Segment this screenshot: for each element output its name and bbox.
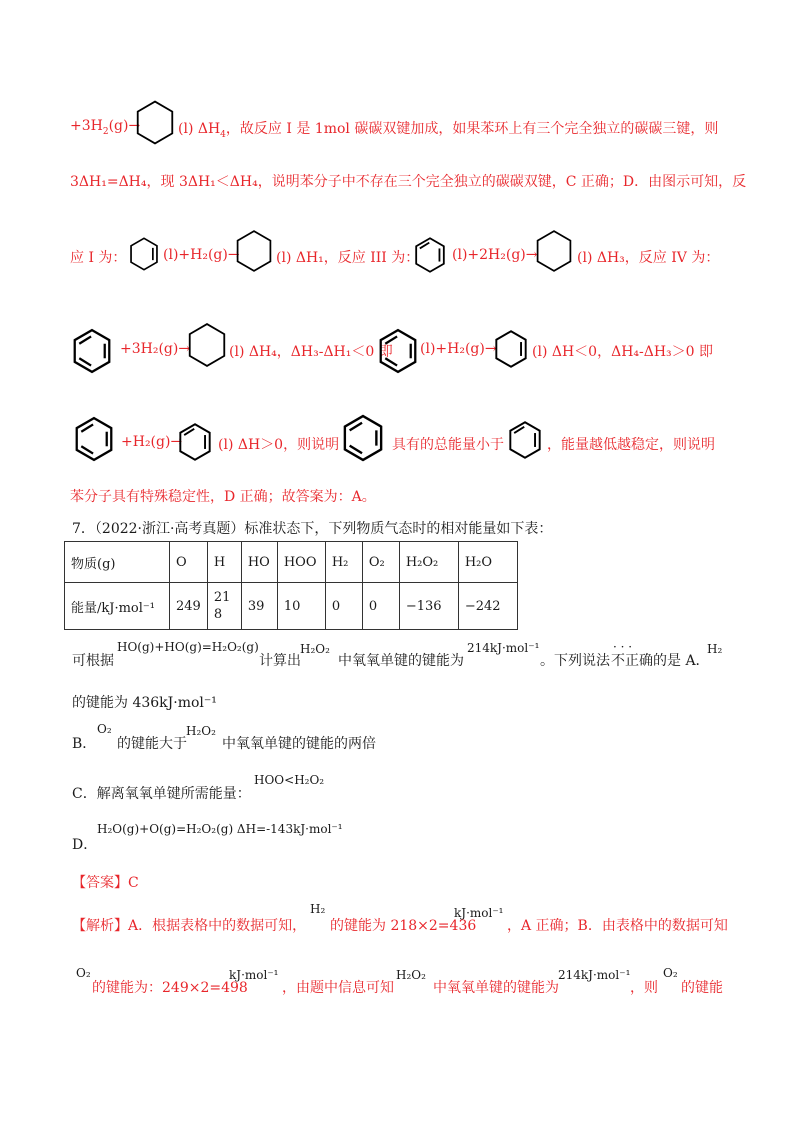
text: (g)→ bbox=[108, 118, 141, 134]
text: 的键能大于 bbox=[117, 736, 187, 752]
formula: O₂ bbox=[97, 722, 112, 736]
text: +H₂(g)→ bbox=[121, 434, 183, 450]
text: kJ·mol⁻¹ bbox=[229, 968, 279, 982]
text: 的是 A． bbox=[653, 653, 710, 669]
text: ，能量越低越稳定，则说明 bbox=[547, 437, 715, 453]
text: (l) ΔH₄，ΔH₃-ΔH₁＜0 即 bbox=[229, 344, 393, 360]
answer-label: 【答案】C bbox=[72, 875, 139, 891]
text: 。下列说法 bbox=[540, 653, 610, 669]
text: (l) ΔH bbox=[178, 121, 221, 137]
text: 具有的总能量小于 bbox=[392, 437, 504, 453]
cyclohexadiene-icon bbox=[414, 236, 446, 274]
table-header: 物质(g) bbox=[65, 542, 170, 583]
text: (l)+H₂(g)→ bbox=[420, 341, 497, 357]
table-header: H₂O₂ bbox=[399, 542, 458, 583]
text: ，A 正确；B．由表格中的数据可知 bbox=[507, 918, 728, 934]
text: 4 bbox=[220, 130, 226, 140]
text: 中氧氧单键的键能的两倍 bbox=[222, 736, 376, 752]
table-row bbox=[65, 583, 518, 630]
formula: O₂ bbox=[663, 966, 678, 980]
table-header: HOO bbox=[277, 542, 325, 583]
text: 中氧氧单键的键能为 bbox=[338, 653, 464, 669]
table-header: H bbox=[207, 542, 241, 583]
text: +3H bbox=[70, 118, 103, 134]
option-a-cont: 的键能为 436kJ·mol⁻¹ bbox=[72, 695, 217, 711]
table-cell: −242 bbox=[458, 583, 517, 630]
question-stem: 7．（2022·浙江·高考真题）标准状态下，下列物质气态时的相对能量如下表： bbox=[72, 521, 553, 537]
formula: H₂ bbox=[707, 642, 723, 656]
benzene-icon bbox=[378, 328, 418, 374]
text: 计算出 bbox=[259, 653, 301, 669]
text: (l) ΔH₃，反应 IV 为： bbox=[577, 250, 720, 266]
table-cell: 10 bbox=[277, 583, 325, 630]
text: D． bbox=[72, 837, 98, 853]
text: ，故反应 I 是 1mol 碳碳双键加成，如果苯环上有三个完全独立的碳碳三键，则 bbox=[225, 121, 719, 137]
emphasis-text: · · · 不正确 bbox=[611, 650, 800, 670]
cyclohexene-icon bbox=[129, 236, 159, 272]
table-row-label: 能量/kJ·mol⁻¹ bbox=[65, 583, 170, 630]
explanation-line-1b bbox=[178, 118, 718, 138]
cyclohexane-icon bbox=[187, 321, 227, 369]
energy-table bbox=[64, 541, 518, 630]
table-header: H₂ bbox=[325, 542, 362, 583]
text: (l)+H₂(g)→ bbox=[163, 247, 240, 263]
equation: HO(g)+HO(g)=H₂O₂(g) bbox=[117, 640, 259, 654]
text: 214kJ·mol⁻¹ bbox=[467, 641, 540, 655]
formula: H₂ bbox=[310, 902, 326, 916]
text: C．解离氧氧单键所需能量： bbox=[72, 786, 251, 802]
table-cell: 249 bbox=[170, 583, 208, 630]
explanation-line-6: 苯分子具有特殊稳定性，D 正确；故答案为：A。 bbox=[70, 489, 376, 505]
formula: H₂O₂ bbox=[186, 724, 216, 738]
text: 的键能 bbox=[681, 980, 723, 996]
table-header: O₂ bbox=[362, 542, 399, 583]
text: ，则 bbox=[630, 980, 658, 996]
formula: H₂O₂ bbox=[396, 968, 426, 982]
table-cell: 0 bbox=[362, 583, 399, 630]
text: B． bbox=[72, 736, 97, 752]
text: (l) ΔH₁，反应 III 为： bbox=[276, 250, 420, 266]
cyclohexadiene-icon bbox=[508, 420, 542, 460]
text: 的键能为 218×2=436 bbox=[330, 918, 477, 934]
text: 应 I 为： bbox=[70, 250, 127, 266]
table-header-row bbox=[65, 542, 518, 583]
text: kJ·mol⁻¹ bbox=[454, 906, 504, 920]
formula: O₂ bbox=[76, 966, 91, 980]
benzene-icon bbox=[74, 416, 114, 462]
text: (l) ΔH＜0，ΔH₄-ΔH₃＞0 即 bbox=[532, 344, 714, 360]
text: 可根据 bbox=[72, 653, 114, 669]
text: (l)+2H₂(g)→ bbox=[452, 247, 538, 263]
table-header: H₂O bbox=[458, 542, 517, 583]
explanation-line-2: 3ΔH₁=ΔH₄，现 3ΔH₁＜ΔH₄，说明苯分子中不存在三个完全独立的碳碳双键，C 正确；D．由图示可知，反 bbox=[70, 174, 747, 190]
benzene-icon bbox=[72, 328, 112, 374]
equation: H₂O(g)+O(g)=H₂O₂(g) ΔH=-143kJ·mol⁻¹ bbox=[97, 822, 343, 836]
text: ，由题中信息可知 bbox=[282, 980, 394, 996]
cyclohexene-icon bbox=[494, 328, 528, 370]
cyclohexane-icon bbox=[135, 99, 175, 146]
explanation-line-1 bbox=[70, 118, 141, 137]
cyclohexadiene-icon bbox=[178, 422, 212, 462]
table-header: HO bbox=[241, 542, 277, 583]
formula: H₂O₂ bbox=[300, 642, 330, 656]
text: +3H₂(g)→ bbox=[120, 341, 191, 357]
text: (l) ΔH＞0，则说明 bbox=[218, 437, 340, 453]
table-cell: 21 8 bbox=[207, 583, 241, 630]
table-cell: −136 bbox=[399, 583, 458, 630]
formula: HOO<H₂O₂ bbox=[254, 773, 325, 787]
text: 【解析】A．根据表格中的数据可知， bbox=[72, 918, 307, 934]
table-header: O bbox=[170, 542, 208, 583]
text: 的键能为：249×2=498 bbox=[92, 980, 248, 996]
table-cell: 39 bbox=[241, 583, 277, 630]
benzene-icon bbox=[342, 414, 384, 462]
table-cell: 0 bbox=[325, 583, 362, 630]
text: 2 bbox=[102, 127, 109, 137]
cyclohexane-icon bbox=[235, 228, 273, 274]
text: 214kJ·mol⁻¹ bbox=[558, 968, 631, 982]
text: 中氧氧单键的键能为 bbox=[433, 980, 559, 996]
cyclohexane-icon bbox=[535, 228, 573, 274]
